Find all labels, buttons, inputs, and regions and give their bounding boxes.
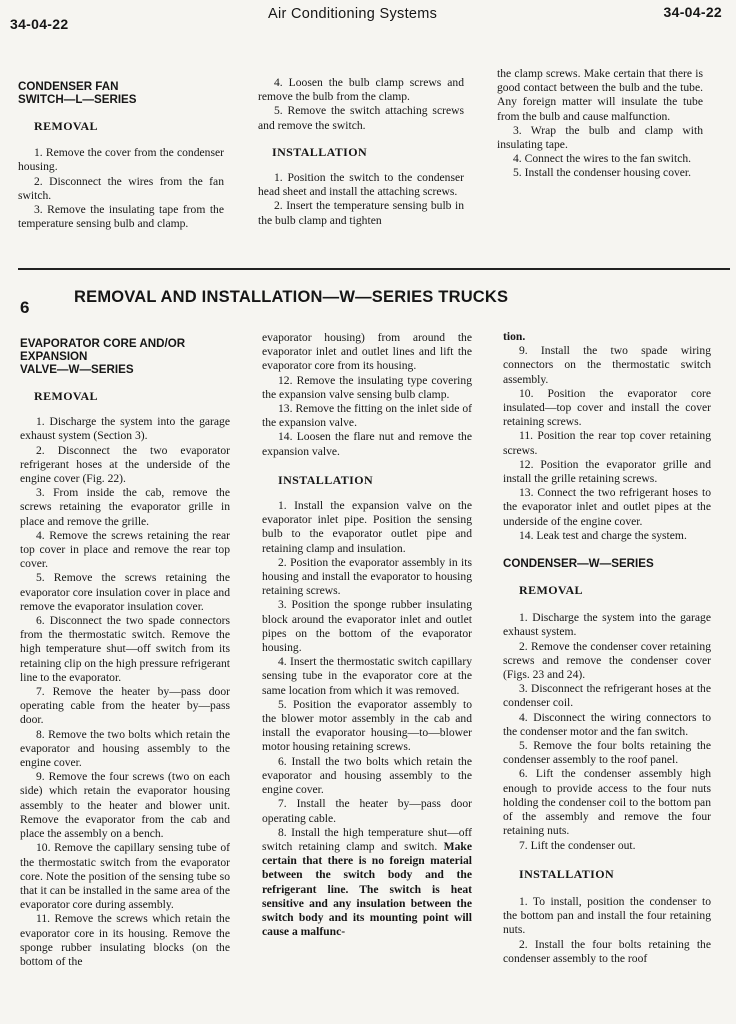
paragraph: 2. Disconnect the wires from the fan switch. [18,174,224,202]
top-column-2 [258,76,464,228]
paragraph: 12. Remove the insulating type covering the expansion valve sensing bulb clamp. [262,373,472,401]
paragraph: the clamp screws. Make certain that there is good contact between the bulb and the tube. Any foreign matter will insulate the tube from the bulb and cause malfunction. [497,67,703,123]
paragraph: 3. Disconnect the refrigerant hoses at the condenser coil. [503,682,711,710]
section-title: REMOVAL AND INSTALLATION—W—SERIES TRUCKS [74,288,509,306]
paragraph: 4. Remove the screws retaining the rear top cover in place and remove the rear top cover. [20,528,230,571]
paragraph: 3. Wrap the bulb and clamp with insulating tape. [497,123,703,152]
paragraph: 3. Remove the insulating tape from the temperature sensing bulb and clamp. [18,203,224,231]
paragraph: 1. To install, position the condenser to the bottom pan and install the four retaining nuts. [503,894,711,937]
paragraph-text: 8. Install the high temperature shut—off switch retaining clamp and switch. [262,825,472,853]
paragraph-with-warning [262,826,472,940]
paragraph: 3. Position the sponge rubber insulating block around the evaporator inlet and outlet pipes on the bottom of the evaporator housing. [262,598,472,655]
page-number-right: 34-04-22 [663,4,722,20]
removal-subheading: REMOVAL [519,583,583,598]
paragraph: 6. Disconnect the two spade connectors from the thermostatic switch. Remove the high temperature shut—off switch from its retaining clip on the high pressure refrigerant line to the evaporator. [20,614,230,684]
paragraph: 8. Remove the two bolts which retain the evaporator and housing assembly to the engine cover. [20,727,230,770]
heading-line: SWITCH—L—SERIES [18,93,137,106]
paragraph: 5. Install the condenser housing cover. [513,166,692,180]
paragraph: 13. Remove the fitting on the inlet side of the expansion valve. [262,402,472,430]
section-divider [18,268,730,270]
heading-line: CONDENSER FAN [18,80,119,93]
page-number-left: 34-04-22 [10,16,69,32]
paragraph: 5. Position the evaporator assembly to the blower motor assembly in the cab and install the evaporator housing—to—blower motor housing retaining screws. [262,697,472,754]
paragraph: 12. Position the evaporator grille and install the grille retaining screws. [503,457,711,486]
removal-subheading: REMOVAL [34,389,98,403]
paragraph: 9. Install the two spade wiring connectors on the thermostatic switch assembly. [503,344,711,386]
heading-line: EXPANSION [20,350,88,363]
paragraph: 7. Lift the condenser out. [519,838,636,852]
paragraph: 14. Leak test and charge the system. [519,528,687,542]
paragraph: 5. Remove the switch attaching screws and remove the switch. [258,104,464,132]
paragraph: 4. Disconnect the wiring connectors to the condenser motor and the fan switch. [503,710,711,738]
paragraph: 4. Loosen the bulb clamp screws and remove the bulb from the clamp. [258,76,464,104]
paragraph: 1. Discharge the system into the garage exhaust system (Section 3). [20,415,230,443]
top-column-3 [497,67,703,181]
paragraph: 13. Connect the two refrigerant hoses to the evaporator inlet and outlet pipes at the underside of the engine cover. [503,486,711,528]
paragraph: 1. Discharge the system into the garage exhaust system. [503,611,711,639]
main-column-3 [503,330,711,966]
main-column-1 [20,337,230,969]
main-column-2 [262,331,472,939]
warning-text-continued: tion. [503,330,526,343]
condenser-w-series-heading: CONDENSER—W—SERIES [503,557,654,571]
paragraph: 2. Insert the temperature sensing bulb in the bulb clamp and tighten [258,199,464,227]
paragraph: 5. Remove the screws retaining the evaporator core insulation cover in place and remove the evaporator insulation cover. [20,571,230,613]
paragraph: 7. Install the heater by—pass door operating cable. [262,797,472,825]
top-column-1 [18,80,224,231]
warning-text: Make certain that there is no foreign material between the switch body and the refrigerant line. The switch is heat sensitive and any insulation between the switch body and its mounting point will cause a malfunc- [262,839,472,939]
paragraph: 2. Disconnect the two evaporator refrigerant hoses at the underside of the engine cover (Fig. 22). [20,443,230,486]
installation-subheading: INSTALLATION [519,866,615,881]
evaporator-core-heading [20,337,230,376]
heading-line: VALVE—W—SERIES [20,363,134,376]
paragraph: 1. Install the expansion valve on the evaporator inlet pipe. Position the sensing bulb to the evaporator outlet pipe and retaining clamp and insulation. [262,499,472,555]
page-title: Air Conditioning Systems [268,6,438,22]
paragraph: 9. Remove the four screws (two on each side) which retain the evaporator housing assembly to the heater and blower unit. Remove the evaporator from the cab and place the assembly on a bench. [20,770,230,841]
paragraph: 14. Loosen the flare nut and remove the expansion valve. [262,430,472,458]
paragraph: 2. Position the evaporator assembly in its housing and install the evaporator to housing retaining screws. [262,555,472,598]
heading-line: EVAPORATOR CORE AND/OR [20,337,186,350]
paragraph: 11. Remove the screws which retain the evaporator core in its housing. Remove the sponge rubber insulating blocks (on the bottom of the [20,912,230,968]
paragraph: evaporator housing) from around the evaporator inlet and outlet lines and lift the evaporator core from its housing. [262,331,472,373]
paragraph: 7. Remove the heater by—pass door operating cable from the heater by—pass door. [20,685,230,727]
paragraph: 11. Position the rear top cover retaining screws. [503,429,711,457]
paragraph: 6. Install the two bolts which retain the evaporator and housing assembly to the engine cover. [262,754,472,797]
paragraph: 3. From inside the cab, remove the screws retaining the evaporator grille in place and remove the grille. [20,486,230,528]
paragraph: 2. Remove the condenser cover retaining screws and remove the condenser cover (Figs. 23 and 24). [503,639,711,682]
paragraph: 4. Connect the wires to the fan switch. [513,152,692,166]
removal-subheading: REMOVAL [34,119,98,133]
paragraph: 4. Insert the thermostatic switch capillary sensing tube in the evaporator core at the same location from which it was removed. [262,655,472,697]
paragraph: 1. Remove the cover from the condenser housing. [18,146,224,174]
paragraph: 10. Position the evaporator core insulated—top cover and install the cover retaining screws. [503,386,711,429]
paragraph: 6. Lift the condenser assembly high enough to provide access to the four nuts holding the condenser coil to the bottom pan of the assembly and remove the four retaining nuts. [503,767,711,838]
paragraph: 1. Position the switch to the condenser head sheet and install the attaching screws. [258,171,464,199]
installation-subheading: INSTALLATION [278,472,374,487]
paragraph: 10. Remove the capillary sensing tube of the thermostatic switch from the evaporator core. Note the position of the sensing tube so that it can be installed in the same area of the evaporator core during assembly. [20,841,230,912]
section-number: 6 [20,298,30,317]
paragraph: 2. Install the four bolts retaining the condenser assembly to the roof [503,937,711,965]
condenser-fan-switch-heading [18,80,224,106]
paragraph: 5. Remove the four bolts retaining the condenser assembly to the roof panel. [503,739,711,767]
installation-subheading: INSTALLATION [272,144,368,159]
